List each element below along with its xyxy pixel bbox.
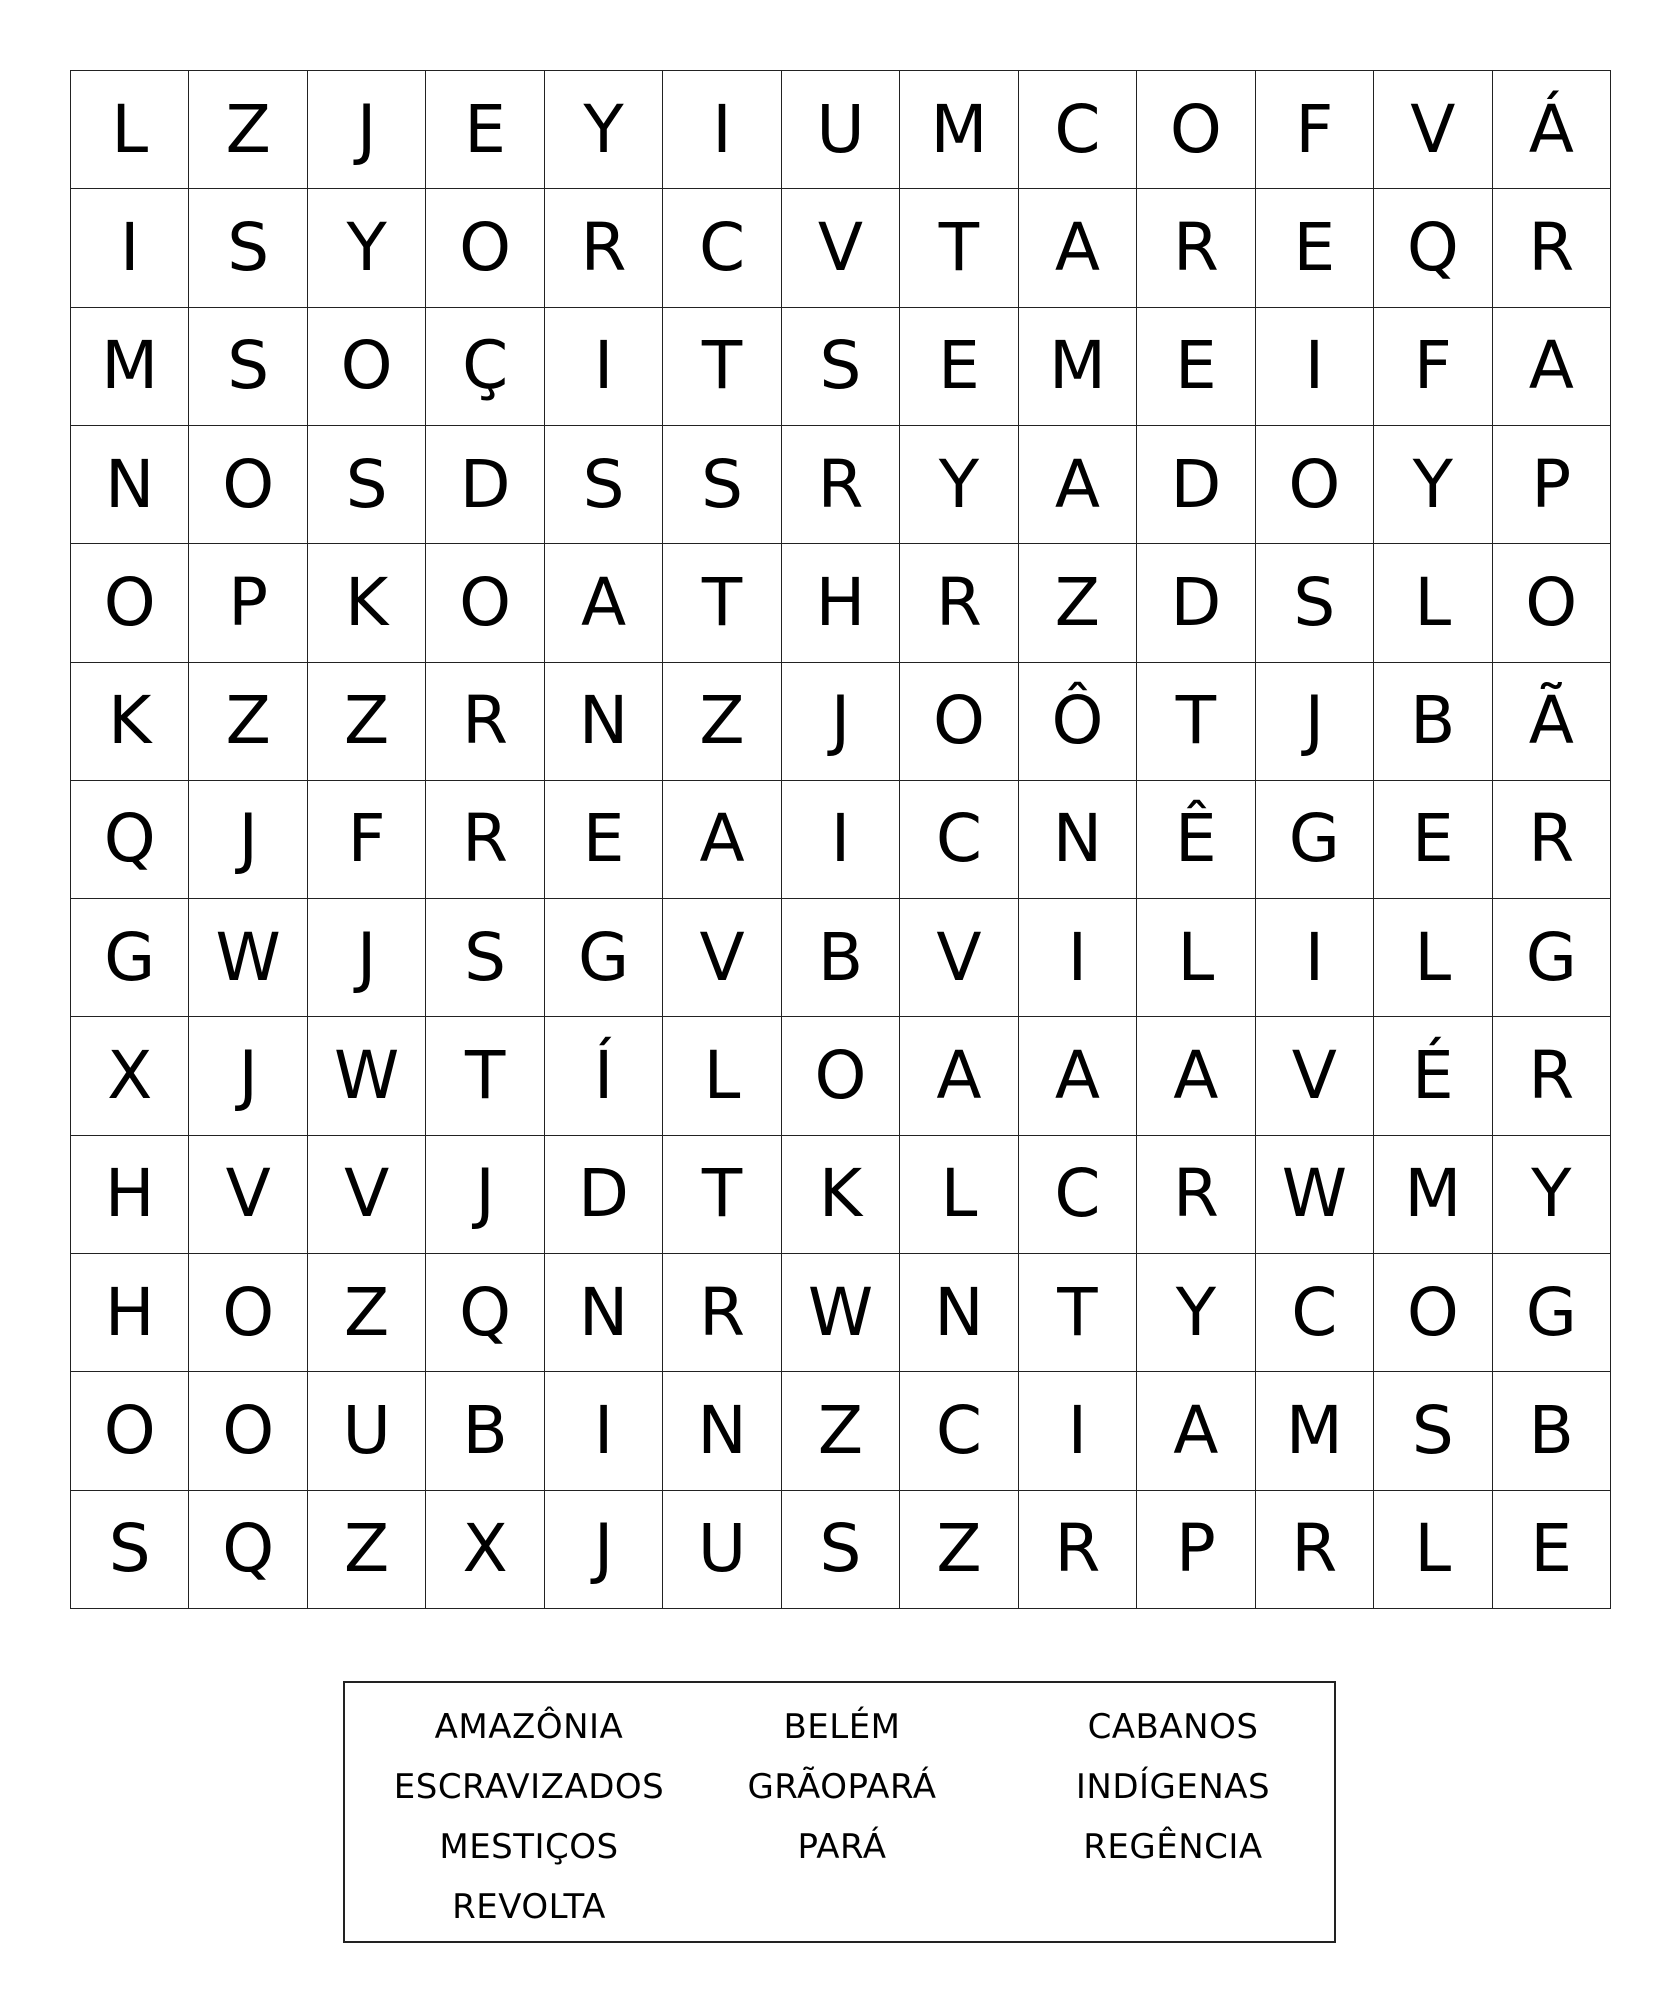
grid-cell[interactable]: R <box>900 544 1018 662</box>
grid-cell[interactable]: T <box>663 544 781 662</box>
grid-cell[interactable]: Y <box>1493 1136 1611 1254</box>
grid-cell[interactable]: P <box>189 544 307 662</box>
grid-cell[interactable]: E <box>545 781 663 899</box>
grid-cell[interactable]: S <box>71 1491 189 1609</box>
word-item: AMAZÔNIA <box>434 1707 624 1747</box>
grid-cell[interactable]: N <box>663 1372 781 1490</box>
word-bank-column-3 <box>1023 1697 1323 1877</box>
grid-cell[interactable]: N <box>1019 781 1137 899</box>
grid-cell[interactable]: S <box>663 426 781 544</box>
grid-cell[interactable]: Z <box>308 663 426 781</box>
grid-cell[interactable]: M <box>1374 1136 1492 1254</box>
grid-cell[interactable]: B <box>426 1372 544 1490</box>
grid-cell[interactable]: E <box>900 308 1018 426</box>
word-bank <box>343 1681 1336 1943</box>
grid-cell[interactable]: I <box>1019 1372 1137 1490</box>
grid-cell[interactable]: F <box>1374 308 1492 426</box>
grid-cell[interactable]: V <box>663 899 781 1017</box>
grid-cell[interactable]: Z <box>782 1372 900 1490</box>
grid-cell[interactable]: Y <box>545 71 663 189</box>
grid-cell[interactable]: Y <box>308 189 426 307</box>
grid-cell[interactable]: A <box>1019 426 1137 544</box>
grid-cell[interactable]: V <box>189 1136 307 1254</box>
grid-cell[interactable]: Z <box>308 1254 426 1372</box>
grid-cell[interactable]: G <box>545 899 663 1017</box>
word-item: REGÊNCIA <box>1083 1827 1263 1867</box>
word-item: CABANOS <box>1087 1707 1259 1747</box>
grid-cell[interactable]: M <box>71 308 189 426</box>
grid-cell[interactable]: O <box>1256 426 1374 544</box>
grid-cell[interactable]: M <box>900 71 1018 189</box>
grid-cell[interactable]: L <box>1374 1491 1492 1609</box>
grid-cell[interactable]: N <box>545 1254 663 1372</box>
grid-cell[interactable]: E <box>1256 189 1374 307</box>
grid-cell[interactable]: M <box>1019 308 1137 426</box>
grid-cell[interactable]: Í <box>545 1017 663 1135</box>
grid-cell[interactable]: C <box>1019 71 1137 189</box>
grid-cell[interactable]: V <box>1374 71 1492 189</box>
word-item: REVOLTA <box>452 1887 606 1927</box>
grid-cell[interactable]: R <box>663 1254 781 1372</box>
grid-cell[interactable]: S <box>1256 544 1374 662</box>
grid-cell[interactable]: O <box>782 1017 900 1135</box>
grid-cell[interactable]: W <box>189 899 307 1017</box>
grid-cell[interactable]: J <box>308 71 426 189</box>
grid-cell[interactable]: R <box>782 426 900 544</box>
grid-cell[interactable]: R <box>1493 1017 1611 1135</box>
grid-cell[interactable]: T <box>663 308 781 426</box>
grid-cell[interactable]: T <box>663 1136 781 1254</box>
grid-cell[interactable]: V <box>308 1136 426 1254</box>
grid-cell[interactable]: T <box>1137 663 1255 781</box>
grid-cell[interactable]: R <box>1137 1136 1255 1254</box>
grid-cell[interactable]: R <box>1019 1491 1137 1609</box>
grid-cell[interactable]: Z <box>189 71 307 189</box>
grid-cell[interactable]: C <box>1019 1136 1137 1254</box>
grid-cell[interactable]: B <box>782 899 900 1017</box>
grid-cell[interactable]: C <box>663 189 781 307</box>
grid-cell[interactable]: O <box>71 544 189 662</box>
grid-cell[interactable]: Q <box>189 1491 307 1609</box>
word-item: GRÃOPARÁ <box>747 1767 937 1807</box>
grid-cell[interactable]: Z <box>308 1491 426 1609</box>
grid-cell[interactable]: T <box>426 1017 544 1135</box>
grid-cell[interactable]: O <box>900 663 1018 781</box>
grid-cell[interactable]: R <box>1493 781 1611 899</box>
grid-cell[interactable]: O <box>1137 71 1255 189</box>
grid-cell[interactable]: E <box>1374 781 1492 899</box>
grid-cell[interactable]: Z <box>663 663 781 781</box>
grid-cell[interactable]: Z <box>1019 544 1137 662</box>
grid-cell[interactable]: F <box>1256 71 1374 189</box>
grid-cell[interactable]: É <box>1374 1017 1492 1135</box>
grid-cell[interactable]: Y <box>900 426 1018 544</box>
grid-cell[interactable]: H <box>71 1136 189 1254</box>
grid-cell[interactable]: U <box>663 1491 781 1609</box>
grid-cell[interactable]: S <box>189 189 307 307</box>
grid-cell[interactable]: O <box>308 308 426 426</box>
grid-cell[interactable]: B <box>1374 663 1492 781</box>
word-item: INDÍGENAS <box>1075 1767 1271 1807</box>
grid-cell[interactable]: O <box>426 189 544 307</box>
word-search-grid <box>70 70 1611 1609</box>
grid-cell[interactable]: I <box>1256 308 1374 426</box>
grid-cell[interactable]: L <box>1374 899 1492 1017</box>
grid-cell[interactable]: Ê <box>1137 781 1255 899</box>
grid-cell[interactable]: P <box>1137 1491 1255 1609</box>
grid-cell[interactable]: G <box>1493 1254 1611 1372</box>
grid-cell[interactable]: A <box>1137 1372 1255 1490</box>
grid-cell[interactable]: S <box>1374 1372 1492 1490</box>
grid-cell[interactable]: J <box>782 663 900 781</box>
grid-cell[interactable]: W <box>782 1254 900 1372</box>
grid-cell[interactable]: I <box>71 189 189 307</box>
grid-cell[interactable]: R <box>426 781 544 899</box>
grid-cell[interactable]: J <box>308 899 426 1017</box>
grid-cell[interactable]: Ç <box>426 308 544 426</box>
grid-cell[interactable]: K <box>308 544 426 662</box>
grid-cell[interactable]: S <box>782 1491 900 1609</box>
word-item: PARÁ <box>797 1827 887 1867</box>
word-item: BELÉM <box>783 1707 901 1747</box>
grid-cell[interactable]: E <box>1137 308 1255 426</box>
grid-cell[interactable]: S <box>189 308 307 426</box>
grid-cell[interactable]: Q <box>426 1254 544 1372</box>
grid-cell[interactable]: L <box>663 1017 781 1135</box>
grid-cell[interactable]: I <box>545 1372 663 1490</box>
grid-cell[interactable]: J <box>1256 663 1374 781</box>
grid-cell[interactable]: I <box>1019 899 1137 1017</box>
grid-cell[interactable]: G <box>1256 781 1374 899</box>
grid-cell[interactable]: G <box>1493 899 1611 1017</box>
grid-cell[interactable]: W <box>1256 1136 1374 1254</box>
word-item: ESCRAVIZADOS <box>393 1767 665 1807</box>
grid-cell[interactable]: Q <box>71 781 189 899</box>
grid-cell[interactable]: X <box>71 1017 189 1135</box>
grid-cell[interactable]: Q <box>1374 189 1492 307</box>
grid-cell[interactable]: M <box>1256 1372 1374 1490</box>
grid-cell[interactable]: J <box>189 1017 307 1135</box>
grid-cell[interactable]: T <box>1019 1254 1137 1372</box>
grid-cell[interactable]: N <box>545 663 663 781</box>
grid-cell[interactable]: T <box>900 189 1018 307</box>
grid-cell[interactable]: O <box>189 426 307 544</box>
grid-cell[interactable]: D <box>545 1136 663 1254</box>
grid-cell[interactable]: B <box>1493 1372 1611 1490</box>
grid-cell[interactable]: J <box>189 781 307 899</box>
grid-cell[interactable]: V <box>1256 1017 1374 1135</box>
grid-cell[interactable]: R <box>1493 189 1611 307</box>
grid-cell[interactable]: J <box>426 1136 544 1254</box>
grid-cell[interactable]: H <box>782 544 900 662</box>
grid-cell[interactable]: S <box>782 308 900 426</box>
grid-cell[interactable]: O <box>1374 1254 1492 1372</box>
grid-cell[interactable]: A <box>545 544 663 662</box>
grid-cell[interactable]: O <box>189 1372 307 1490</box>
grid-cell[interactable]: N <box>900 1254 1018 1372</box>
grid-cell[interactable]: O <box>1493 544 1611 662</box>
grid-cell[interactable]: I <box>663 71 781 189</box>
grid-cell[interactable]: S <box>545 426 663 544</box>
grid-cell[interactable]: I <box>545 308 663 426</box>
grid-cell[interactable]: X <box>426 1491 544 1609</box>
grid-cell[interactable]: Z <box>189 663 307 781</box>
grid-cell[interactable]: A <box>900 1017 1018 1135</box>
grid-cell[interactable]: O <box>189 1254 307 1372</box>
grid-cell[interactable]: U <box>782 71 900 189</box>
grid-cell[interactable]: C <box>900 1372 1018 1490</box>
grid-cell[interactable]: S <box>426 899 544 1017</box>
grid-cell[interactable]: L <box>900 1136 1018 1254</box>
grid-cell[interactable]: H <box>71 1254 189 1372</box>
grid-cell[interactable]: R <box>1137 189 1255 307</box>
grid-cell[interactable]: Ã <box>1493 663 1611 781</box>
grid-cell[interactable]: A <box>1493 308 1611 426</box>
grid-cell[interactable]: S <box>308 426 426 544</box>
grid-cell[interactable]: D <box>426 426 544 544</box>
grid-cell[interactable]: O <box>71 1372 189 1490</box>
grid-cell[interactable]: L <box>71 71 189 189</box>
grid-cell[interactable]: U <box>308 1372 426 1490</box>
word-bank-column-1 <box>379 1697 679 1937</box>
grid-cell[interactable]: A <box>1137 1017 1255 1135</box>
grid-cell[interactable]: V <box>900 899 1018 1017</box>
grid-cell[interactable]: I <box>1256 899 1374 1017</box>
grid-cell[interactable]: A <box>663 781 781 899</box>
grid-cell[interactable]: F <box>308 781 426 899</box>
word-bank-column-2 <box>692 1697 992 1877</box>
grid-cell[interactable]: A <box>1019 189 1137 307</box>
grid-cell[interactable]: K <box>782 1136 900 1254</box>
grid-cell[interactable]: R <box>545 189 663 307</box>
grid-cell[interactable]: V <box>782 189 900 307</box>
grid-cell[interactable]: D <box>1137 544 1255 662</box>
grid-cell[interactable]: Y <box>1374 426 1492 544</box>
grid-cell[interactable]: R <box>1256 1491 1374 1609</box>
word-item: MESTIÇOS <box>439 1827 619 1867</box>
grid-cell[interactable]: C <box>900 781 1018 899</box>
grid-cell[interactable]: E <box>426 71 544 189</box>
grid-cell[interactable]: K <box>71 663 189 781</box>
grid-cell[interactable]: A <box>1019 1017 1137 1135</box>
grid-cell[interactable]: G <box>71 899 189 1017</box>
grid-cell[interactable]: N <box>71 426 189 544</box>
grid-cell[interactable]: D <box>1137 426 1255 544</box>
grid-cell[interactable]: R <box>426 663 544 781</box>
grid-cell[interactable]: E <box>1493 1491 1611 1609</box>
grid-cell[interactable]: J <box>545 1491 663 1609</box>
grid-cell[interactable]: L <box>1374 544 1492 662</box>
grid-cell[interactable]: Á <box>1493 71 1611 189</box>
grid-cell[interactable]: I <box>782 781 900 899</box>
grid-cell[interactable]: Z <box>900 1491 1018 1609</box>
grid-cell[interactable]: O <box>426 544 544 662</box>
grid-cell[interactable]: Ô <box>1019 663 1137 781</box>
grid-cell[interactable]: C <box>1256 1254 1374 1372</box>
grid-cell[interactable]: L <box>1137 899 1255 1017</box>
grid-cell[interactable]: W <box>308 1017 426 1135</box>
grid-cell[interactable]: P <box>1493 426 1611 544</box>
grid-cell[interactable]: Y <box>1137 1254 1255 1372</box>
